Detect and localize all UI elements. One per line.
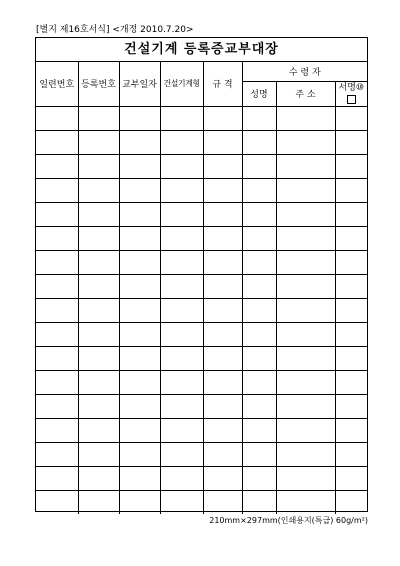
table-cell[interactable]	[36, 274, 78, 298]
table-cell[interactable]	[160, 418, 203, 442]
table-cell[interactable]	[335, 202, 367, 226]
document-title: 건설기계 등록증교부대장	[36, 38, 367, 62]
table-cell[interactable]	[242, 490, 276, 514]
table-cell[interactable]	[160, 298, 203, 322]
table-cell[interactable]	[78, 226, 119, 250]
header-serial-no: 일련번호	[36, 62, 78, 106]
header-recipient: 수 령 자	[242, 62, 367, 81]
table-cell[interactable]	[119, 202, 160, 226]
table-row	[36, 130, 367, 154]
table-cell[interactable]	[119, 106, 160, 130]
table-cell[interactable]	[119, 442, 160, 466]
table-cell[interactable]	[119, 130, 160, 154]
table-cell[interactable]	[160, 346, 203, 370]
table-cell[interactable]	[335, 346, 367, 370]
table-cell[interactable]	[203, 130, 242, 154]
table-cell[interactable]	[276, 202, 335, 226]
table-cell[interactable]	[119, 250, 160, 274]
table-cell[interactable]	[78, 274, 119, 298]
table-row	[36, 226, 367, 250]
table-cell[interactable]	[276, 490, 335, 514]
table-cell[interactable]	[203, 346, 242, 370]
table-cell[interactable]	[119, 370, 160, 394]
table-cell[interactable]	[335, 394, 367, 418]
table-cell[interactable]	[242, 130, 276, 154]
table-cell[interactable]	[276, 298, 335, 322]
table-cell[interactable]	[276, 418, 335, 442]
table-cell[interactable]	[36, 154, 78, 178]
table-cell[interactable]	[78, 370, 119, 394]
table-cell[interactable]	[335, 466, 367, 490]
table-cell[interactable]	[119, 154, 160, 178]
table-cell[interactable]	[160, 490, 203, 514]
table-row	[36, 178, 367, 202]
table-cell[interactable]	[276, 106, 335, 130]
checkbox-icon	[347, 95, 356, 104]
table-cell[interactable]	[276, 130, 335, 154]
table-cell[interactable]	[276, 466, 335, 490]
table-cell[interactable]	[36, 346, 78, 370]
table-cell[interactable]	[36, 130, 78, 154]
table-row	[36, 322, 367, 346]
table-cell[interactable]	[160, 202, 203, 226]
table-cell[interactable]	[242, 226, 276, 250]
table-cell[interactable]	[276, 394, 335, 418]
table-cell[interactable]	[335, 130, 367, 154]
table-cell[interactable]	[78, 394, 119, 418]
header-signature-cell	[335, 81, 367, 106]
table-cell[interactable]	[335, 154, 367, 178]
table-cell[interactable]	[242, 442, 276, 466]
table-cell[interactable]	[242, 298, 276, 322]
table-cell[interactable]	[203, 322, 242, 346]
table-cell[interactable]	[36, 250, 78, 274]
table-cell[interactable]	[78, 154, 119, 178]
table-cell[interactable]	[242, 418, 276, 442]
table-cell[interactable]	[335, 298, 367, 322]
table-cell[interactable]	[78, 322, 119, 346]
table-cell[interactable]	[276, 346, 335, 370]
table-cell[interactable]	[203, 178, 242, 202]
table-cell[interactable]	[36, 394, 78, 418]
table-cell[interactable]	[276, 370, 335, 394]
table-cell[interactable]	[203, 490, 242, 514]
table-cell[interactable]	[36, 298, 78, 322]
table-cell[interactable]	[203, 274, 242, 298]
table-cell[interactable]	[242, 394, 276, 418]
table-cell[interactable]	[36, 178, 78, 202]
table-row	[36, 490, 367, 514]
header-signature: 서명⑩	[338, 82, 364, 93]
table-cell[interactable]	[335, 250, 367, 274]
table-cell[interactable]	[203, 370, 242, 394]
table-cell[interactable]	[160, 154, 203, 178]
table-cell[interactable]	[36, 202, 78, 226]
table-cell[interactable]	[36, 442, 78, 466]
table-cell[interactable]	[203, 106, 242, 130]
table-cell[interactable]	[160, 394, 203, 418]
table-cell[interactable]	[78, 106, 119, 130]
table-cell[interactable]	[203, 154, 242, 178]
table-row	[36, 394, 367, 418]
table-cell[interactable]	[36, 370, 78, 394]
table-cell[interactable]	[119, 178, 160, 202]
table-cell[interactable]	[160, 466, 203, 490]
table-cell[interactable]	[78, 130, 119, 154]
table-row	[36, 274, 367, 298]
table-cell[interactable]	[242, 154, 276, 178]
paper-spec: 210mm×297mm(인쇄용지(특급) 60g/m²)	[209, 516, 368, 525]
header-address: 주 소	[276, 81, 335, 106]
table-cell[interactable]	[119, 298, 160, 322]
table-cell[interactable]	[242, 370, 276, 394]
table-row	[36, 202, 367, 226]
table-row	[36, 250, 367, 274]
table-cell[interactable]	[276, 322, 335, 346]
table-cell[interactable]	[335, 490, 367, 514]
register-rows	[36, 106, 367, 514]
table-cell[interactable]	[160, 130, 203, 154]
header-issue-date: 교부일자	[119, 62, 160, 106]
table-cell[interactable]	[335, 370, 367, 394]
table-cell[interactable]	[36, 466, 78, 490]
table-cell[interactable]	[78, 178, 119, 202]
table-cell[interactable]	[276, 250, 335, 274]
table-cell[interactable]	[335, 442, 367, 466]
table-cell[interactable]	[160, 370, 203, 394]
table-cell[interactable]	[203, 442, 242, 466]
table-cell[interactable]	[160, 106, 203, 130]
table-cell[interactable]	[160, 226, 203, 250]
header-registration-no: 등록번호	[78, 62, 119, 106]
table-cell[interactable]	[203, 418, 242, 442]
header-name: 성명	[242, 81, 276, 106]
table-cell[interactable]	[160, 250, 203, 274]
table-cell[interactable]	[119, 346, 160, 370]
table-cell[interactable]	[78, 490, 119, 514]
table-cell[interactable]	[203, 394, 242, 418]
table-cell[interactable]	[276, 154, 335, 178]
table-cell[interactable]	[335, 418, 367, 442]
table-cell[interactable]	[203, 226, 242, 250]
table-cell[interactable]	[160, 442, 203, 466]
table-cell[interactable]	[36, 418, 78, 442]
table-cell[interactable]	[160, 178, 203, 202]
table-cell[interactable]	[119, 418, 160, 442]
table-row	[36, 418, 367, 442]
table-row	[36, 154, 367, 178]
table-cell[interactable]	[78, 442, 119, 466]
table-cell[interactable]	[242, 274, 276, 298]
table-cell[interactable]	[119, 274, 160, 298]
table-cell[interactable]	[242, 322, 276, 346]
table-cell[interactable]	[119, 226, 160, 250]
table-cell[interactable]	[160, 274, 203, 298]
table-cell[interactable]	[335, 226, 367, 250]
table-cell[interactable]	[78, 418, 119, 442]
register-form	[35, 37, 368, 512]
table-cell[interactable]	[36, 322, 78, 346]
table-cell[interactable]	[78, 298, 119, 322]
table-cell[interactable]	[335, 322, 367, 346]
table-cell[interactable]	[78, 250, 119, 274]
table-row	[36, 370, 367, 394]
table-row	[36, 298, 367, 322]
header-spec: 규 격	[203, 62, 242, 106]
table-row	[36, 106, 367, 130]
table-cell[interactable]	[242, 178, 276, 202]
register-table	[36, 62, 367, 514]
table-cell[interactable]	[276, 274, 335, 298]
table-cell[interactable]	[242, 250, 276, 274]
table-cell[interactable]	[119, 490, 160, 514]
table-cell[interactable]	[36, 106, 78, 130]
table-cell[interactable]	[119, 466, 160, 490]
table-row	[36, 442, 367, 466]
table-cell[interactable]	[78, 202, 119, 226]
table-cell[interactable]	[36, 490, 78, 514]
table-cell[interactable]	[36, 226, 78, 250]
table-cell[interactable]	[78, 466, 119, 490]
table-cell[interactable]	[335, 106, 367, 130]
table-cell[interactable]	[276, 226, 335, 250]
form-label: [별지 제16호서식] <개정 2010.7.20>	[36, 25, 194, 35]
table-cell[interactable]	[119, 394, 160, 418]
table-cell[interactable]	[119, 322, 160, 346]
table-cell[interactable]	[242, 106, 276, 130]
table-cell[interactable]	[335, 274, 367, 298]
table-cell[interactable]	[242, 202, 276, 226]
table-cell[interactable]	[203, 298, 242, 322]
table-cell[interactable]	[335, 178, 367, 202]
table-cell[interactable]	[276, 178, 335, 202]
table-cell[interactable]	[242, 466, 276, 490]
table-row	[36, 346, 367, 370]
table-cell[interactable]	[203, 466, 242, 490]
table-cell[interactable]	[78, 346, 119, 370]
table-cell[interactable]	[242, 346, 276, 370]
table-cell[interactable]	[203, 250, 242, 274]
table-row	[36, 466, 367, 490]
header-model: 건설기계형	[160, 62, 203, 106]
table-cell[interactable]	[203, 202, 242, 226]
table-cell[interactable]	[276, 442, 335, 466]
table-cell[interactable]	[160, 322, 203, 346]
